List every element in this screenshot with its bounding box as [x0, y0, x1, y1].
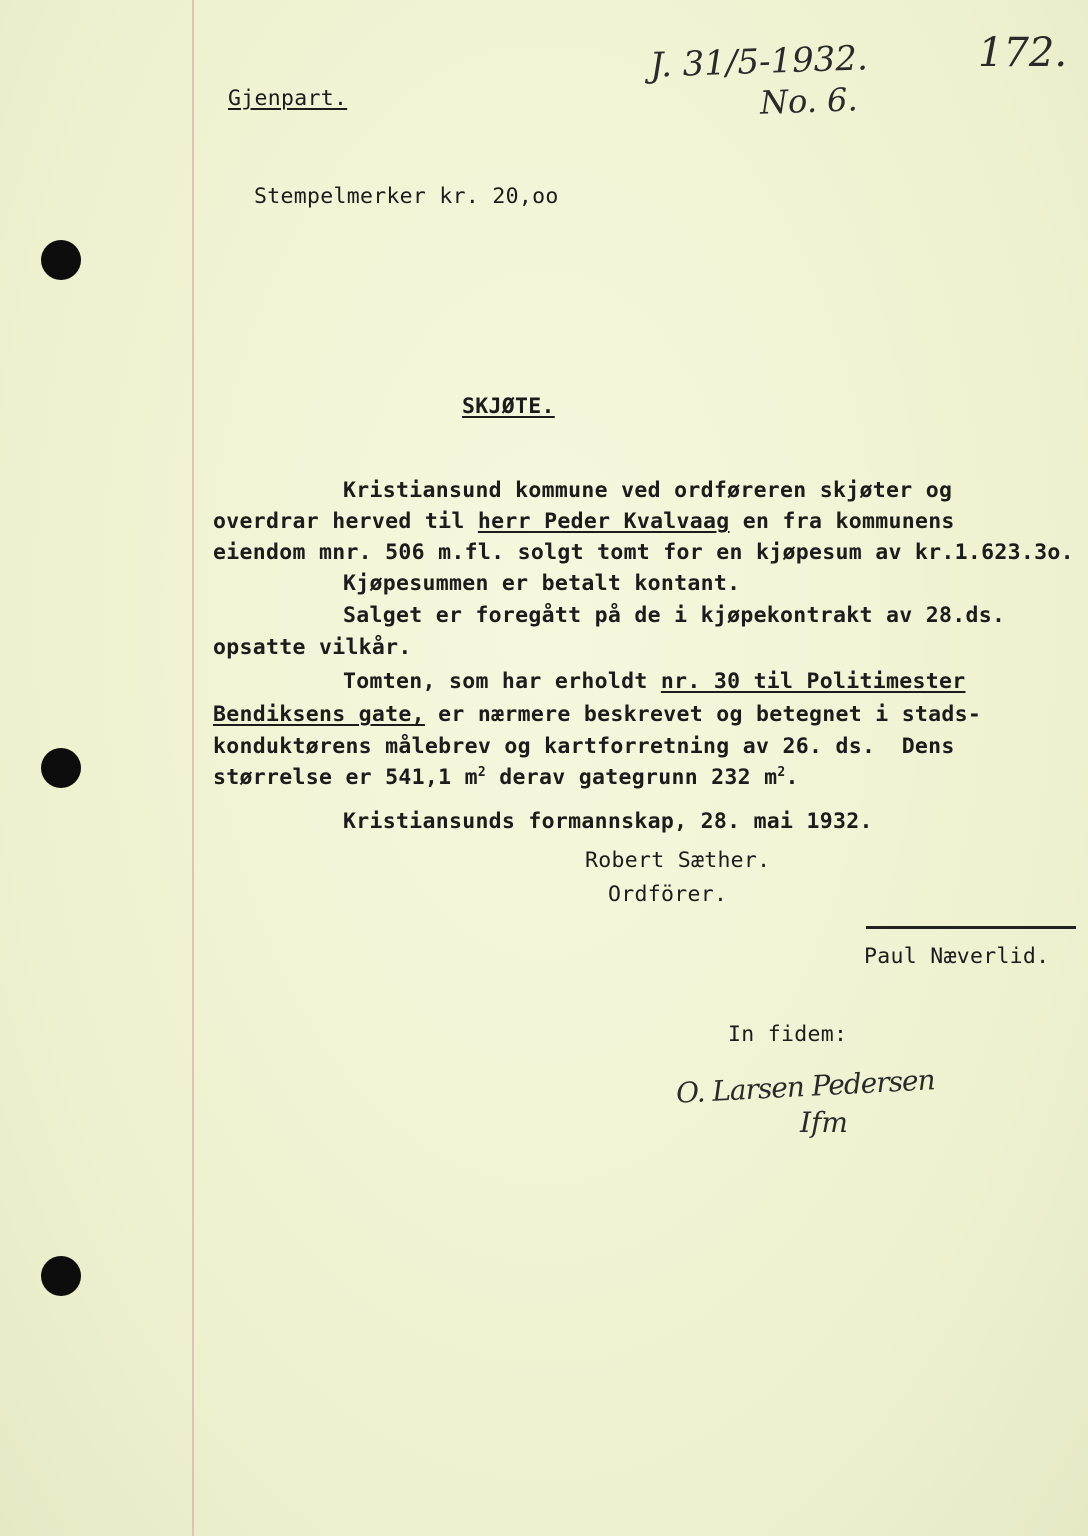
mayor-title: Ordförer.	[608, 882, 728, 907]
punch-hole	[41, 748, 81, 788]
place-date: Kristiansunds formannskap, 28. mai 1932.	[343, 809, 873, 834]
witness-label: In fidem:	[728, 1022, 848, 1047]
body-line: Kjøpesummen er betalt kontant.	[343, 571, 741, 596]
witness-signature: O. Larsen Pedersen	[675, 1063, 936, 1110]
handwritten-number: No. 6.	[759, 80, 859, 122]
signature-line	[866, 926, 1076, 929]
address: nr. 30 til Politimester	[660, 669, 966, 694]
body-line: størrelse er 541,1 $m^2$ derav gategrunn 232 $m^2$.	[213, 764, 799, 790]
body-line: Kristiansund kommune ved ordføreren skjøter og	[343, 478, 953, 503]
address: Bendiksens gate,	[213, 702, 425, 727]
page-number: 172.	[978, 30, 1068, 76]
stamp-duty: Stempelmerker kr. 20,oo	[254, 184, 559, 209]
body-line: eiendom mnr. 506 m.fl. solgt tomt for en kjøpesum av kr.1.623.3o.	[213, 540, 1074, 565]
body-line: konduktørens målebrev og kartforretning av 26. ds. Dens	[213, 734, 955, 759]
document-title: SKJØTE.	[462, 394, 555, 419]
margin-line	[192, 0, 194, 1536]
body-line: opsatte vilkår.	[213, 635, 412, 660]
body-line: Salget er foregått på de i kjøpekontrakt av 28.ds.	[343, 603, 1006, 628]
body-line: overdrar herved til herr Peder Kvalvaag en fra kommunens	[213, 509, 955, 534]
handwritten-date: J. 31/5-1932.	[649, 38, 869, 86]
punch-hole	[41, 1256, 81, 1296]
body-line: Bendiksens gate, er nærmere beskrevet og betegnet i stads-	[213, 702, 982, 727]
body-line: Tomten, som har erholdt nr. 30 til Politimester	[343, 669, 966, 694]
punch-hole	[41, 240, 81, 280]
buyer-name: herr Peder Kvalvaag	[477, 509, 730, 534]
copy-label: Gjenpart.	[228, 86, 348, 111]
second-signatory: Paul Næverlid.	[864, 944, 1050, 969]
witness-signature-2: Ifm	[800, 1106, 848, 1139]
mayor-name: Robert Sæther.	[585, 848, 771, 873]
